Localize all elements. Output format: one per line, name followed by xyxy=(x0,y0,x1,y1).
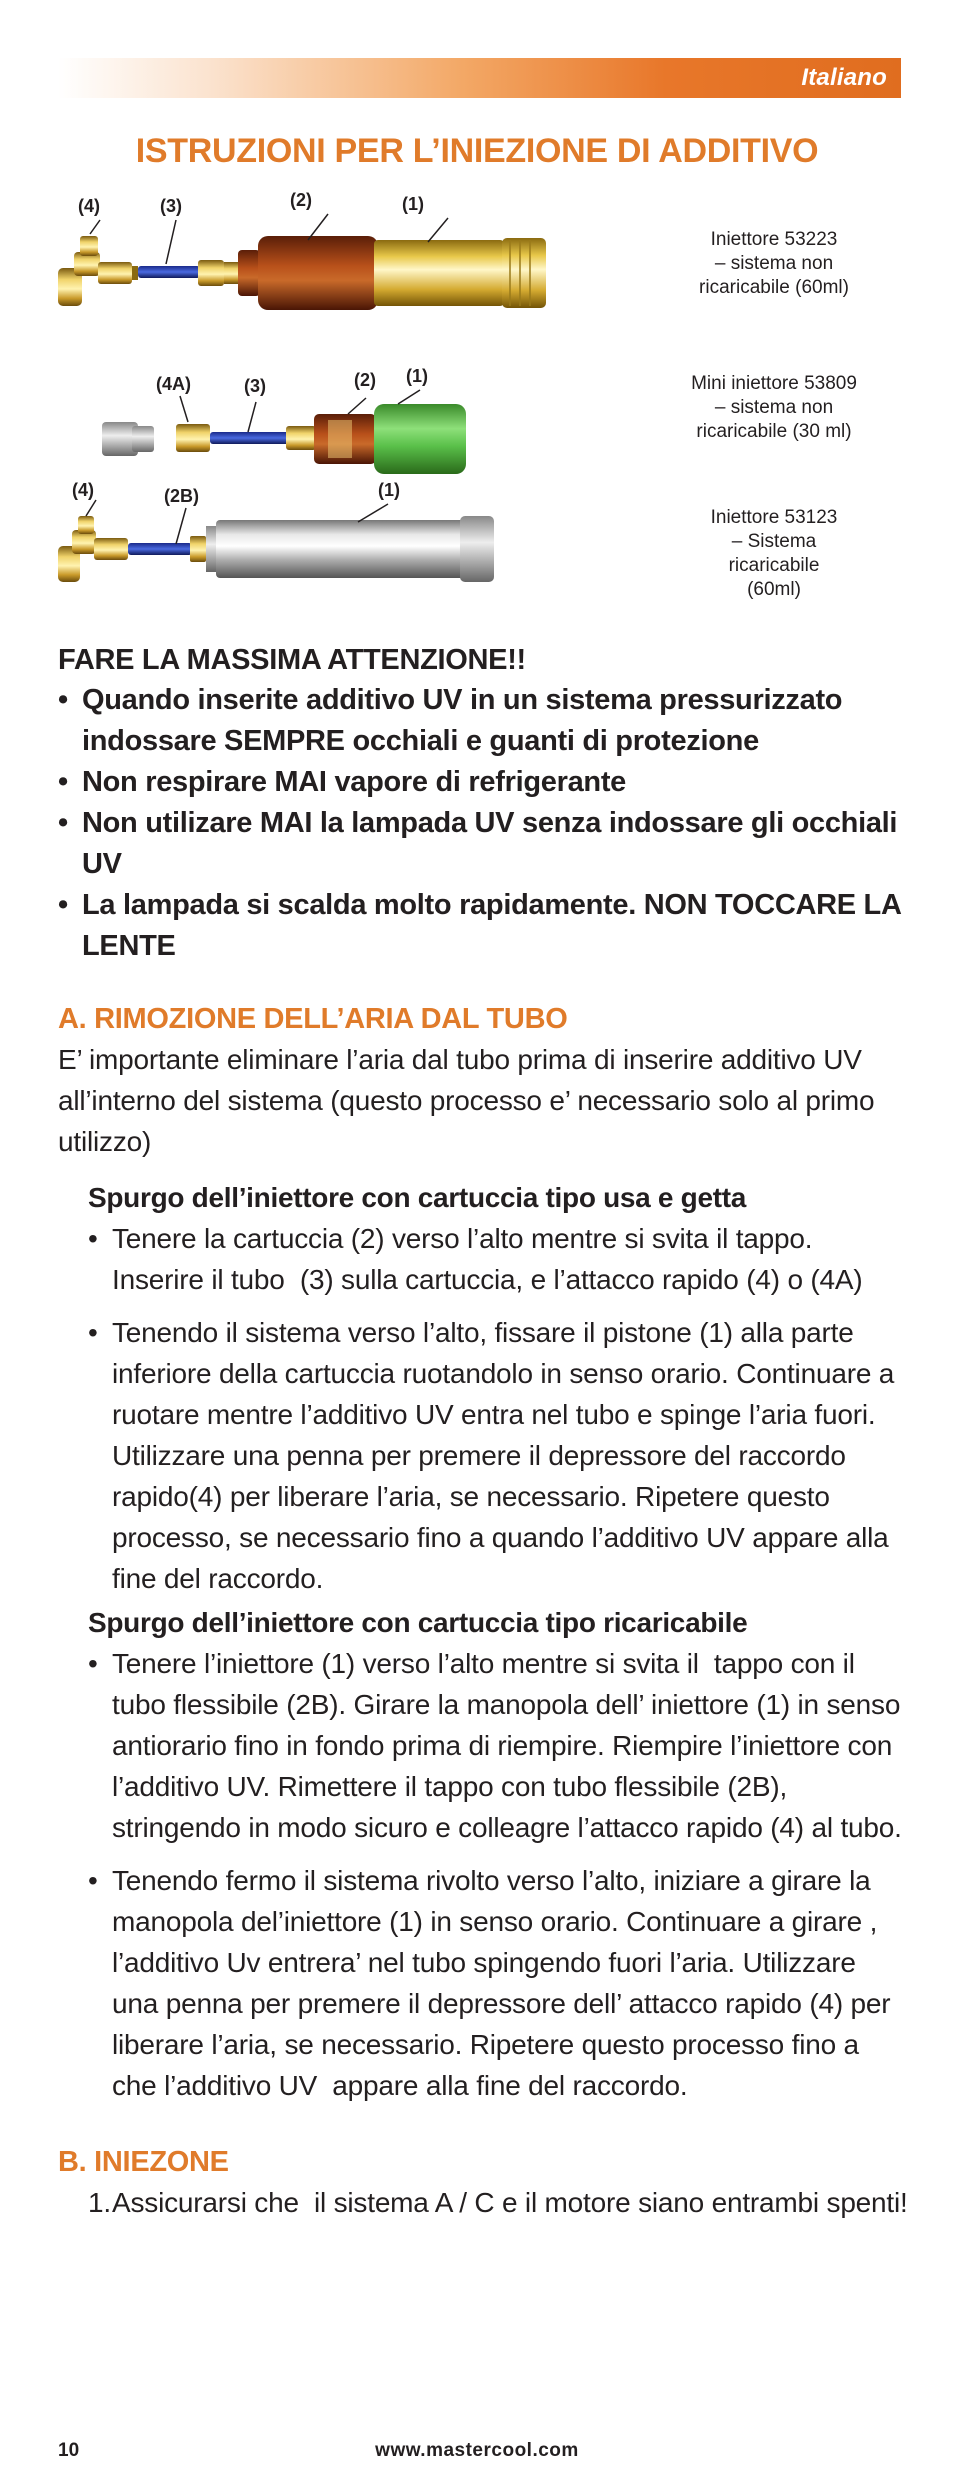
page-number: 10 xyxy=(58,2440,80,2461)
callout-3-4: (4) xyxy=(72,480,94,500)
warning-item: • Quando inserite additivo UV in un sistema pressurizzato indossare SEMPRE occhiali e guanti di protezione xyxy=(58,680,908,762)
numbered-item xyxy=(88,2182,908,2223)
warning-item: • Non utilizare MAI la lampada UV senza indossare gli occhiali UV xyxy=(58,803,908,885)
subsection-disposable-title: Spurgo dell’iniettore con cartuccia tipo usa e getta xyxy=(88,1182,747,1213)
caption-53223: Iniettore 53223 – sistema non ricaricabile (60ml) xyxy=(699,229,849,298)
callout-1-3: (3) xyxy=(160,196,182,216)
footer-url: www.mastercool.com xyxy=(375,2440,579,2461)
injector-figure xyxy=(58,190,898,630)
item-number: 1. xyxy=(88,2187,111,2218)
page-title: ISTRUZIONI PER L’INIEZIONE DI ADDITIVO xyxy=(135,132,819,170)
section-b-title: B. INIEZONE xyxy=(58,2146,229,2178)
warning-list xyxy=(58,680,908,967)
caption-53809: Mini iniettore 53809 – sistema non ricaricabile (30 ml) xyxy=(691,373,857,442)
subsection-refillable-title: Spurgo dell’iniettore con cartuccia tipo ricaricabile xyxy=(88,1607,748,1638)
warning-title: FARE LA MASSIMA ATTENZIONE!! xyxy=(58,644,526,676)
callout-3-2b: (2B) xyxy=(164,486,199,506)
callout-2-3: (3) xyxy=(244,376,266,396)
item-text: Assicurarsi che il sistema A / C e il motore siano entrambi spenti! xyxy=(112,2187,908,2218)
callout-1-2: (2) xyxy=(290,190,312,210)
callout-3-1: (1) xyxy=(378,480,400,500)
caption-53123: Iniettore 53123 – Sistema ricaricabile (60ml) xyxy=(710,507,838,600)
step-item: • Tenendo il sistema verso l’alto, fissare il pistone (1) alla parte inferiore della cartuccia ruotandolo in senso orario. Continuare a ruotare mentre l’additivo UV entra nel tubo e spinge l’aria fuori. Utilizzare una penna per premere il depressore del raccordo rapido(4) per liberare l’aria, se necessario. Ripetere questo processo, se necessario fino a quando l’additivo UV appare alla fine del raccordo. xyxy=(88,1312,908,1599)
warning-item: • La lampada si scalda molto rapidamente. NON TOCCARE LA LENTE xyxy=(58,885,908,967)
step-item: • Tenere l’iniettore (1) verso l’alto mentre si svita il tappo con il tubo flessibile (2B). Girare la manopola dell’ iniettore (1) in senso antiorario fino in fondo prima di riempire. Riempire l’iniettore con l’additivo UV. Rimettere il tappo con tubo flessibile (2B), stringendo in modo sicuro e colleagre l’attacco rapido (4) al tubo. xyxy=(88,1643,908,1848)
callout-1-4: (4) xyxy=(78,196,100,216)
callout-1-1: (1) xyxy=(402,194,424,214)
language-bar xyxy=(58,58,901,98)
callout-2-1: (1) xyxy=(406,366,428,386)
language-label: Italiano xyxy=(801,64,887,91)
subsection-refillable-steps xyxy=(88,1643,908,2106)
step-item: • Tenendo fermo il sistema rivolto verso l’alto, iniziare a girare la manopola del’iniettore (1) in senso orario. Continuare a girare , l’additivo Uv entrera’ nel tubo spingendo fuori l’aria. Utilizzare una penna per premere il depressore dell’ attacco rapido (4) per liberare l’aria, se necessario. Ripetere questo processo fino a che l’additivo UV appare alla fine del raccordo. xyxy=(88,1860,908,2106)
content xyxy=(58,640,908,2223)
callout-2-4a: (4A) xyxy=(156,374,191,394)
injector-53123 xyxy=(58,500,494,582)
subsection-disposable-steps xyxy=(88,1218,908,1599)
callout-2-2: (2) xyxy=(354,370,376,390)
injector-53809 xyxy=(102,390,466,474)
injector-53223 xyxy=(58,214,546,310)
section-a-title: A. RIMOZIONE DELL’ARIA DAL TUBO xyxy=(58,1003,568,1035)
step-item: • Tenere la cartuccia (2) verso l’alto mentre si svita il tappo. Inserire il tubo (3) sulla cartuccia, e l’attacco rapido (4) o (4A) xyxy=(88,1218,908,1300)
warning-item: • Non respirare MAI vapore di refrigerante xyxy=(58,762,908,803)
section-a-intro: E’ importante eliminare l’aria dal tubo prima di inserire additivo UV all’interno del sistema (questo processo e’ necessario solo al primo utilizzo) xyxy=(58,1044,875,1157)
section-b-steps xyxy=(88,2182,908,2223)
